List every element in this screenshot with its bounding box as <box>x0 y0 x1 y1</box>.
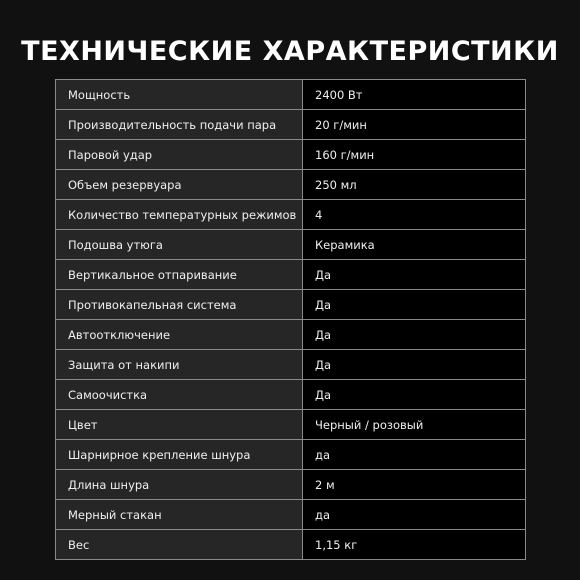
spec-row <box>56 230 526 260</box>
spec-value: Черный / розовый <box>303 410 526 440</box>
spec-value: 2400 Вт <box>303 80 526 110</box>
spec-row <box>56 500 526 530</box>
spec-value: да <box>303 440 526 470</box>
spec-value: 250 мл <box>303 170 526 200</box>
spec-row <box>56 170 526 200</box>
spec-name: Подошва утюга <box>56 230 303 260</box>
spec-name: Вертикальное отпаривание <box>56 260 303 290</box>
spec-name: Производительность подачи пара <box>56 110 303 140</box>
spec-value: 160 г/мин <box>303 140 526 170</box>
spec-value: да <box>303 500 526 530</box>
spec-value: Керамика <box>303 230 526 260</box>
spec-name: Шарнирное крепление шнура <box>56 440 303 470</box>
spec-value: Да <box>303 350 526 380</box>
spec-value: Да <box>303 320 526 350</box>
page-title: ТЕХНИЧЕСКИЕ ХАРАКТЕРИСТИКИ <box>21 36 559 67</box>
spec-row <box>56 140 526 170</box>
specs-table-body <box>56 80 526 560</box>
spec-value: 4 <box>303 200 526 230</box>
spec-row <box>56 320 526 350</box>
spec-name: Паровой удар <box>56 140 303 170</box>
spec-name: Противокапельная система <box>56 290 303 320</box>
spec-row <box>56 530 526 560</box>
spec-row <box>56 260 526 290</box>
spec-value: 2 м <box>303 470 526 500</box>
spec-value: Да <box>303 380 526 410</box>
spec-row <box>56 350 526 380</box>
spec-value: Да <box>303 290 526 320</box>
spec-name: Защита от накипи <box>56 350 303 380</box>
specs-table <box>55 79 526 560</box>
spec-name: Количество температурных режимов <box>56 200 303 230</box>
spec-name: Самоочистка <box>56 380 303 410</box>
spec-row <box>56 110 526 140</box>
spec-name: Длина шнура <box>56 470 303 500</box>
spec-row <box>56 200 526 230</box>
spec-name: Автоотключение <box>56 320 303 350</box>
spec-name: Мощность <box>56 80 303 110</box>
spec-value: 1,15 кг <box>303 530 526 560</box>
spec-name: Объем резервуара <box>56 170 303 200</box>
spec-row <box>56 290 526 320</box>
spec-name: Вес <box>56 530 303 560</box>
spec-name: Мерный стакан <box>56 500 303 530</box>
spec-value: 20 г/мин <box>303 110 526 140</box>
spec-value: Да <box>303 260 526 290</box>
spec-row <box>56 410 526 440</box>
spec-row <box>56 470 526 500</box>
spec-row <box>56 380 526 410</box>
spec-name: Цвет <box>56 410 303 440</box>
spec-row <box>56 80 526 110</box>
spec-row <box>56 440 526 470</box>
